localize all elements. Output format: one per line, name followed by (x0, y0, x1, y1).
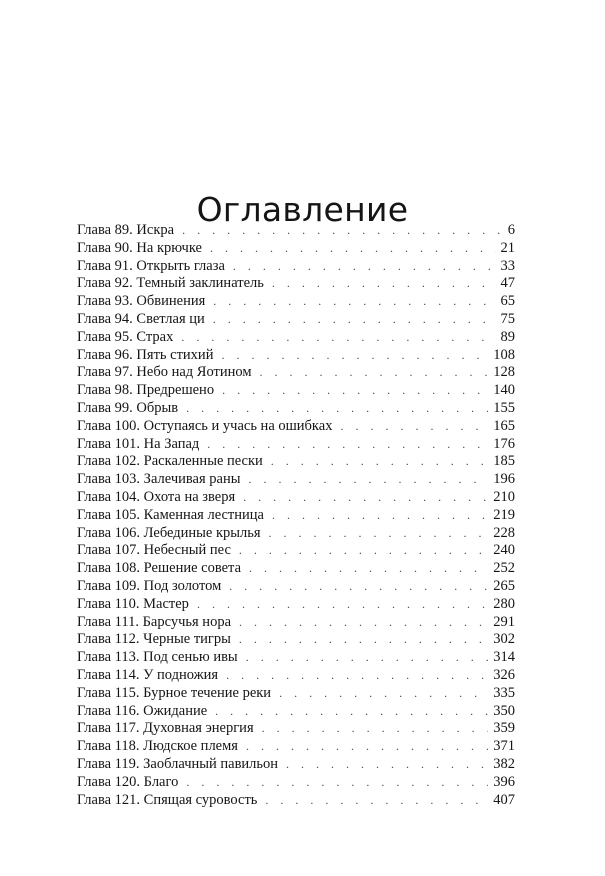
toc-entry-page-number: 350 (493, 702, 515, 719)
dot-leader (213, 311, 496, 329)
toc-entry-title: Глава 120. Благо (77, 773, 179, 790)
toc-entry (77, 293, 515, 311)
toc-entry (77, 560, 515, 578)
dot-leader (239, 542, 488, 560)
dot-leader (279, 685, 488, 703)
toc-entry-title: Глава 90. На крючке (77, 239, 202, 256)
dot-leader (207, 436, 488, 454)
dot-leader (286, 756, 488, 774)
dot-leader (271, 453, 488, 471)
toc-entry-title: Глава 109. Под золотом (77, 577, 222, 594)
toc-entry-title: Глава 106. Лебединые крылья (77, 524, 261, 541)
toc-entry-page-number: 396 (493, 773, 515, 790)
toc-entry-title: Глава 116. Ожидание (77, 702, 208, 719)
toc-entry (77, 489, 515, 507)
toc-entry-page-number: 265 (493, 577, 515, 594)
toc-entry-page-number: 382 (493, 755, 515, 772)
toc-entry (77, 275, 515, 293)
dot-leader (340, 418, 488, 436)
toc-entry-page-number: 108 (493, 346, 515, 363)
toc-entry-page-number: 314 (493, 649, 515, 666)
toc-entry (77, 738, 515, 756)
toc-entry-page-number: 280 (493, 595, 515, 612)
dot-leader (246, 738, 488, 756)
toc-entry-page-number: 33 (500, 257, 515, 274)
toc-entry-title: Глава 91. Открыть глаза (77, 257, 225, 274)
toc-entry-title: Глава 103. Залечивая раны (77, 471, 241, 488)
toc-entry-title: Глава 93. Обвинения (77, 293, 206, 310)
toc-entry (77, 507, 515, 525)
toc-entry-title: Глава 95. Страх (77, 328, 174, 345)
dot-leader (215, 703, 488, 721)
toc-entry-title: Глава 104. Охота на зверя (77, 488, 236, 505)
toc-entry-title: Глава 96. Пять стихий (77, 346, 214, 363)
dot-leader (221, 347, 488, 365)
toc-entry-title: Глава 117. Духовная энергия (77, 720, 254, 737)
dot-leader (222, 382, 488, 400)
toc-entry-title: Глава 119. Заоблачный павильон (77, 755, 279, 772)
dot-leader (243, 489, 488, 507)
toc-entry (77, 471, 515, 489)
toc-entry (77, 649, 515, 667)
toc-entry-page-number: 47 (500, 275, 515, 292)
dot-leader (249, 560, 488, 578)
toc-entry-page-number: 6 (507, 222, 515, 238)
toc-entry-title: Глава 89. Искра (77, 222, 175, 238)
toc-entry-page-number: 302 (493, 631, 515, 648)
toc-entry (77, 685, 515, 703)
toc-entry-title: Глава 112. Черные тигры (77, 631, 231, 648)
toc-entry-title: Глава 101. На Запад (77, 435, 200, 452)
toc-entry-title: Глава 111. Барсучья нора (77, 613, 232, 630)
toc-entry (77, 631, 515, 649)
toc-entry (77, 792, 515, 810)
toc-entry (77, 596, 515, 614)
toc-entry-page-number: 359 (493, 720, 515, 737)
toc-entry-page-number: 128 (493, 364, 515, 381)
page-title: Оглавление (196, 190, 409, 230)
toc-entry (77, 258, 515, 276)
dot-leader (246, 649, 489, 667)
toc-entry (77, 720, 515, 738)
toc-entry-page-number: 219 (493, 506, 515, 523)
toc-entry-page-number: 335 (493, 684, 515, 701)
toc-entry-page-number: 185 (493, 453, 515, 470)
toc-entry-page-number: 252 (493, 560, 515, 577)
toc-entry-title: Глава 110. Мастер (77, 595, 189, 612)
toc-entry-title: Глава 114. У подножия (77, 666, 219, 683)
dot-leader (260, 364, 489, 382)
dot-leader (226, 667, 488, 685)
toc-entry (77, 240, 515, 258)
toc-entry (77, 453, 515, 471)
dot-leader (182, 222, 502, 240)
toc-entry (77, 525, 515, 543)
toc-entry (77, 756, 515, 774)
toc-entry (77, 364, 515, 382)
toc-entry (77, 667, 515, 685)
toc-entry-title: Глава 92. Темный заклинатель (77, 275, 264, 292)
toc-entry-title: Глава 100. Оступаясь и учась на ошибках (77, 417, 333, 434)
toc-entry (77, 400, 515, 418)
toc-entry-page-number: 326 (493, 666, 515, 683)
toc-entry (77, 382, 515, 400)
dot-leader (186, 774, 488, 792)
toc-entry-page-number: 165 (493, 417, 515, 434)
toc-entry (77, 703, 515, 721)
toc-entry (77, 774, 515, 792)
dot-leader (210, 240, 496, 258)
toc-entry-title: Глава 108. Решение совета (77, 560, 242, 577)
dot-leader (262, 720, 489, 738)
dot-leader (213, 293, 495, 311)
toc-entry-title: Глава 94. Светлая ци (77, 310, 205, 327)
toc-entry-page-number: 140 (493, 382, 515, 399)
toc-entry (77, 614, 515, 632)
dot-leader (239, 614, 488, 632)
dot-leader (181, 329, 495, 347)
toc-entry-page-number: 291 (493, 613, 515, 630)
toc-entry-page-number: 89 (500, 328, 515, 345)
toc-entry-page-number: 240 (493, 542, 515, 559)
dot-leader (265, 792, 488, 810)
toc-entry-title: Глава 97. Небо над Яотином (77, 364, 252, 381)
dot-leader (229, 578, 488, 596)
dot-leader (272, 507, 488, 525)
dot-leader (272, 275, 496, 293)
toc-entry (77, 347, 515, 365)
toc-entry (77, 222, 515, 240)
toc-entry-page-number: 210 (493, 488, 515, 505)
dot-leader (197, 596, 488, 614)
table-of-contents (77, 222, 515, 809)
toc-entry (77, 578, 515, 596)
dot-leader (239, 631, 488, 649)
toc-entry-page-number: 65 (500, 293, 515, 310)
toc-entry-page-number: 155 (493, 399, 515, 416)
dot-leader (233, 258, 496, 276)
toc-entry-page-number: 196 (493, 471, 515, 488)
dot-leader (186, 400, 488, 418)
toc-entry-title: Глава 105. Каменная лестница (77, 506, 264, 523)
toc-entry-title: Глава 102. Раскаленные пески (77, 453, 263, 470)
toc-entry-page-number: 407 (493, 791, 515, 808)
toc-entry-page-number: 371 (493, 738, 515, 755)
dot-leader (248, 471, 488, 489)
toc-entry-page-number: 75 (500, 310, 515, 327)
toc-entry-title: Глава 107. Небесный пес (77, 542, 231, 559)
toc-entry-title: Глава 98. Предрешено (77, 382, 215, 399)
toc-entry (77, 436, 515, 454)
toc-entry-title: Глава 113. Под сенью ивы (77, 649, 238, 666)
toc-entry (77, 418, 515, 436)
toc-entry-title: Глава 118. Людское племя (77, 738, 238, 755)
dot-leader (269, 525, 489, 543)
toc-entry-title: Глава 99. Обрыв (77, 399, 179, 416)
toc-entry-page-number: 176 (493, 435, 515, 452)
toc-entry-page-number: 21 (500, 239, 515, 256)
toc-entry (77, 542, 515, 560)
toc-entry-page-number: 228 (493, 524, 515, 541)
toc-entry (77, 311, 515, 329)
toc-entry-title: Глава 121. Спящая суровость (77, 791, 258, 808)
toc-entry-title: Глава 115. Бурное течение реки (77, 684, 272, 701)
toc-entry (77, 329, 515, 347)
